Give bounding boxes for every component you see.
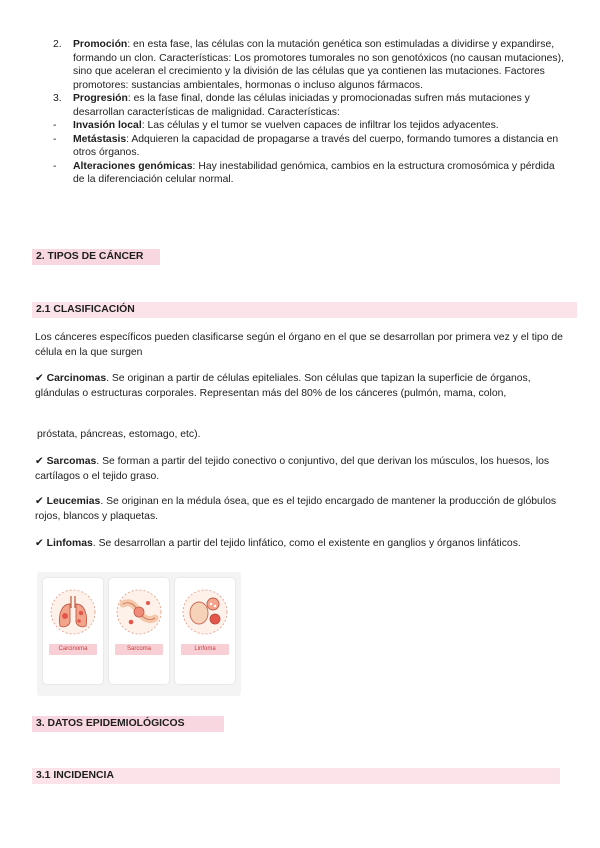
type-sarcomas (35, 455, 565, 484)
card-label: Linfoma (181, 644, 229, 655)
type-carcinomas (35, 372, 565, 401)
cancer-types-figure (37, 572, 241, 696)
feature-title: Metástasis (73, 133, 127, 145)
card-label: Sarcoma (115, 644, 163, 655)
section-heading-incidencia: 3.1 INCIDENCIA (32, 768, 560, 784)
type-carcinomas-continuation: próstata, páncreas, estomago, etc). (37, 429, 201, 440)
type-title: Linfomas (46, 538, 93, 549)
type-title: Leucemias (46, 496, 101, 507)
check-mark: ✔ (35, 496, 44, 507)
feature-text: : Hay inestabilidad genómica, cambios en la estructura cromosómica y pérdida de la diferenciación celular normal. (73, 160, 555, 185)
feature-text: : Las células y el tumor se vuelven capaces de infiltrar los tejidos adyacentes. (141, 120, 499, 131)
type-title: Sarcomas (46, 456, 97, 467)
list-dash: - (53, 133, 57, 145)
list-dash: - (53, 160, 57, 172)
stage-text: : en esta fase, las células con la mutación genética son estimuladas a dividirse y expandirse, formando un clon. Características: Los promotores tumorales no son genotóxicos (no causan mutaciones), sino que aceleran el crecimiento y la división de las células que ya contienen las mutaciones. Factores promotores: sustancias ambientales, hormonas o incluso algunos fármacos. (73, 39, 564, 91)
list-dash: - (53, 120, 57, 131)
check-mark: ✔ (35, 373, 44, 384)
list-number: 3. (53, 93, 62, 104)
type-linfomas (35, 537, 565, 552)
lungs-icon (43, 582, 103, 642)
feature-invasion-local (50, 119, 565, 133)
feature-metastasis (50, 133, 565, 160)
section-heading-datos-epidemiologicos: 3. DATOS EPIDEMIOLÓGICOS (32, 716, 224, 732)
card-label: Carcinoma (49, 644, 97, 655)
section-heading-tipos-de-cancer: 2. TIPOS DE CÁNCER (32, 249, 160, 265)
type-text: . Se desarrollan a partir del tejido linfático, como el existente en ganglios y órganos linfáticos. (92, 538, 521, 549)
list-number: 2. (53, 39, 62, 50)
section-heading-clasificacion: 2.1 CLASIFICACIÓN (32, 302, 577, 318)
type-leucemias (35, 495, 565, 524)
card-linfoma (175, 578, 235, 684)
feature-text: : Adquieren la capacidad de propagarse a través del cuerpo, formando tumores a distancia en otros órganos. (73, 133, 559, 158)
feature-alteraciones-genomicas (50, 160, 565, 187)
card-sarcoma (109, 578, 169, 684)
feature-title: Invasión local (73, 120, 142, 131)
joint-icon (109, 582, 169, 642)
stage-promocion (50, 38, 565, 92)
type-text: . Se originan en la médula ósea, que es el tejido encargado de mantener la producción de glóbulos rojos, blancos y plaquetas. (35, 496, 557, 522)
type-title: Carcinomas (46, 373, 107, 384)
carcinogenesis-stages-list (50, 38, 565, 187)
type-text: . Se forman a partir del tejido conectivo o conjuntivo, del que derivan los músculos, los huesos, los cartílagos o el tejido graso. (35, 456, 550, 482)
check-mark: ✔ (35, 538, 44, 549)
stage-title: Progresión (73, 93, 128, 104)
stage-progresion (50, 92, 565, 119)
card-carcinoma (43, 578, 103, 684)
classification-intro: Los cánceres específicos pueden clasificarse según el órgano en el que se desarrollan por primera vez y el tipo de célula en la que surgen (35, 332, 563, 358)
feature-title: Alteraciones genómicas (73, 160, 193, 172)
stage-title: Promoción (73, 39, 128, 50)
lymphoma-icon (175, 582, 235, 642)
stage-text: : es la fase final, donde las células iniciadas y promocionadas sufren más mutaciones y desarrollan características de malignidad. Características: (73, 93, 530, 118)
check-mark: ✔ (35, 456, 44, 467)
type-text: . Se originan a partir de células epiteliales. Son células que tapizan la superficie de órganos, glándulas o estructuras corporales. Representan más del 80% de los cánceres (pulmón, mama, colon, (35, 373, 531, 399)
